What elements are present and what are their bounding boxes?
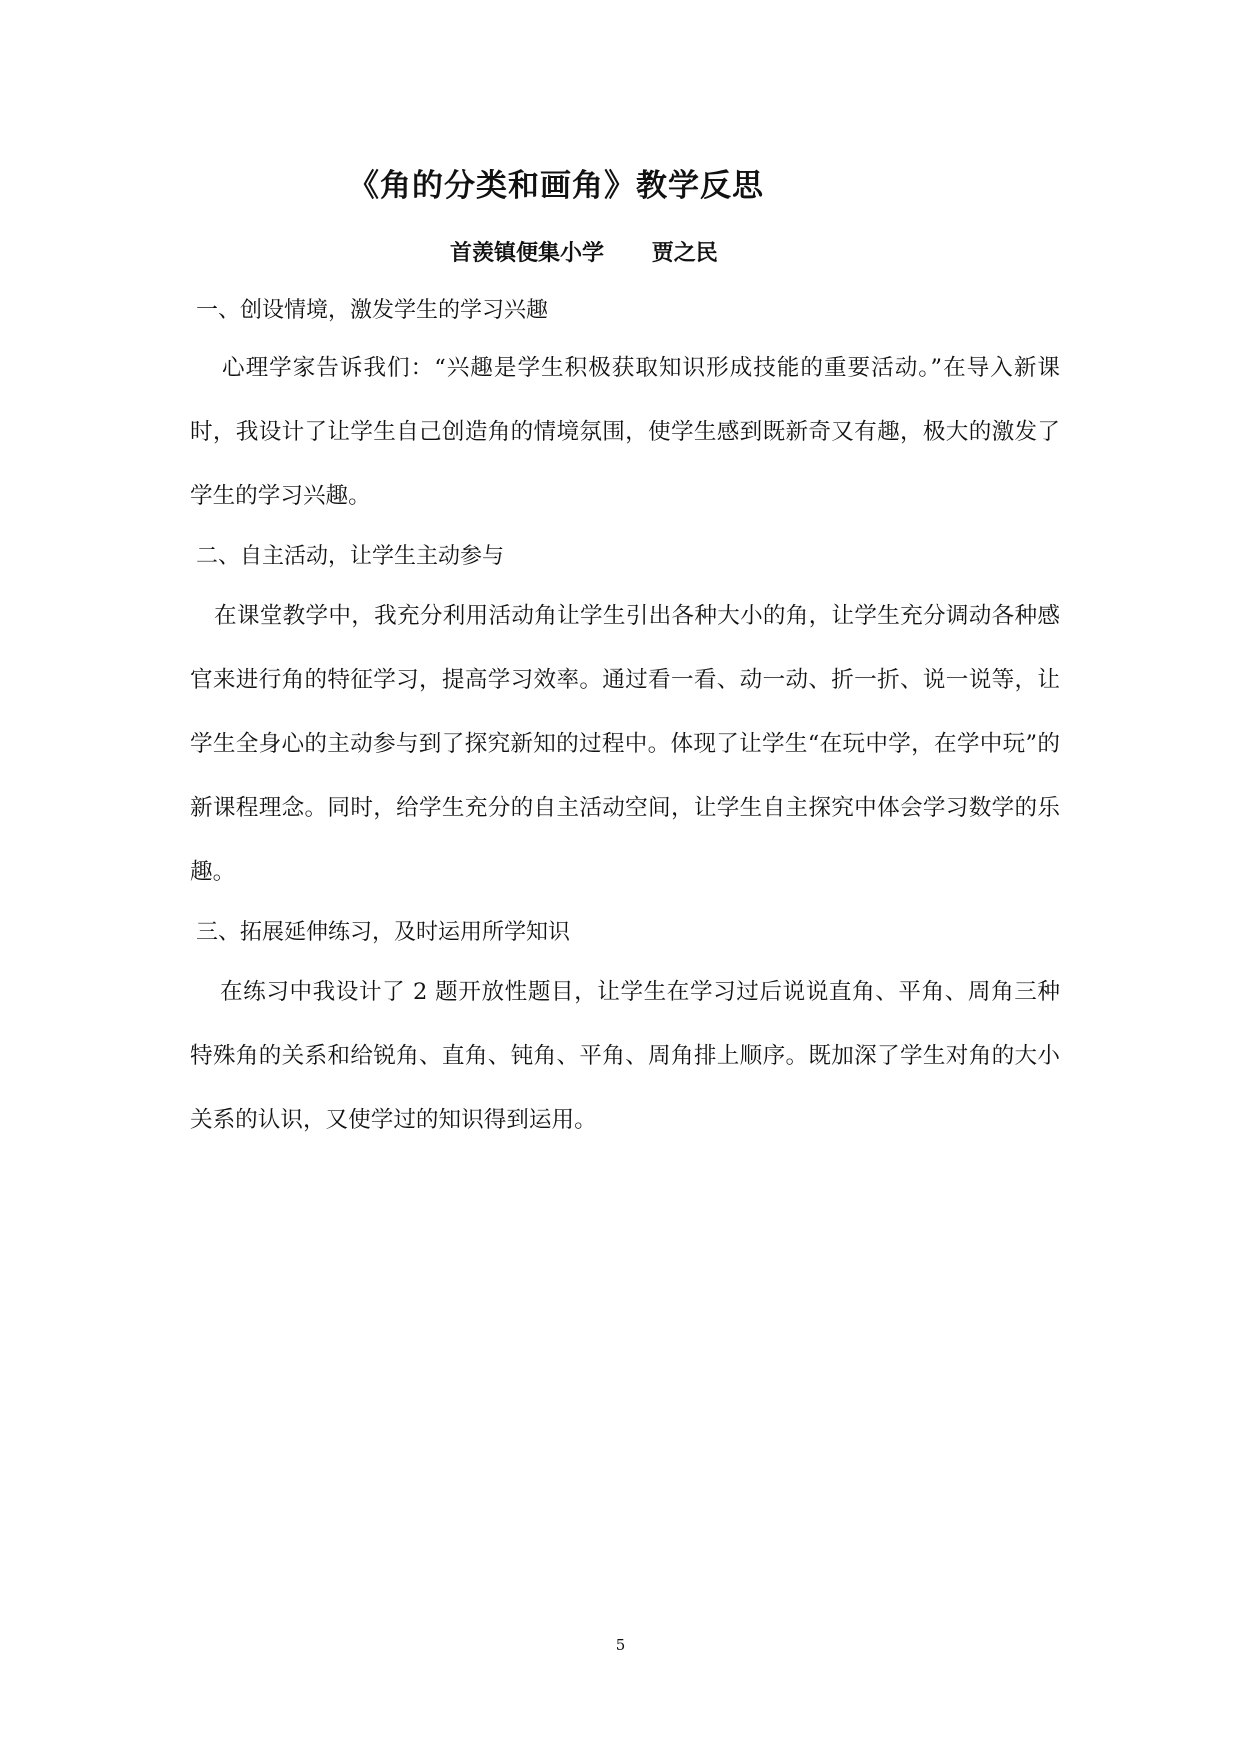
section-paragraph-1: 心理学家告诉我们：“兴趣是学生积极获取知识形成技能的重要活动。”在导入新课时，我设计了让学生自己创造角的情境氛围，使学生感到既新奇又有趣，极大的激发了学生的学习兴趣。: [190, 355, 1060, 509]
section-heading-3: 三、拓展延伸练习，及时运用所学知识: [196, 920, 571, 945]
section-paragraph-3: 在练习中我设计了 2 题开放性题目，让学生在学习过后说说直角、平角、周角三种特殊角的关系和给锐角、直角、钝角、平角、周角排上顺序。既加深了学生对角的大小关系的认识，又使学过的知识得到运用。: [190, 979, 1060, 1133]
document-body: [190, 296, 1060, 1152]
section-heading-1: 一、创设情境，激发学生的学习兴趣: [196, 298, 549, 323]
section-heading-2: 二、自主活动，让学生主动参与: [196, 544, 505, 569]
school-name: 首羡镇便集小学: [450, 241, 605, 266]
page-number: 5: [615, 1636, 626, 1654]
document-title: 《角的分类和画角》教学反思: [348, 168, 764, 204]
author-name: 贾之民: [651, 241, 718, 266]
byline: [450, 236, 718, 267]
section-paragraph-2: 在课堂教学中，我充分利用活动角让学生引出各种大小的角，让学生充分调动各种感官来进行角的特征学习，提高学习效率。通过看一看、动一动、折一折、说一说等，让学生全身心的主动参与到了探究新知的过程中。体现了让学生“在玩中学，在学中玩”的新课程理念。同时，给学生充分的自主活动空间，让学生自主探究中体会学习数学的乐趣。: [190, 603, 1060, 885]
